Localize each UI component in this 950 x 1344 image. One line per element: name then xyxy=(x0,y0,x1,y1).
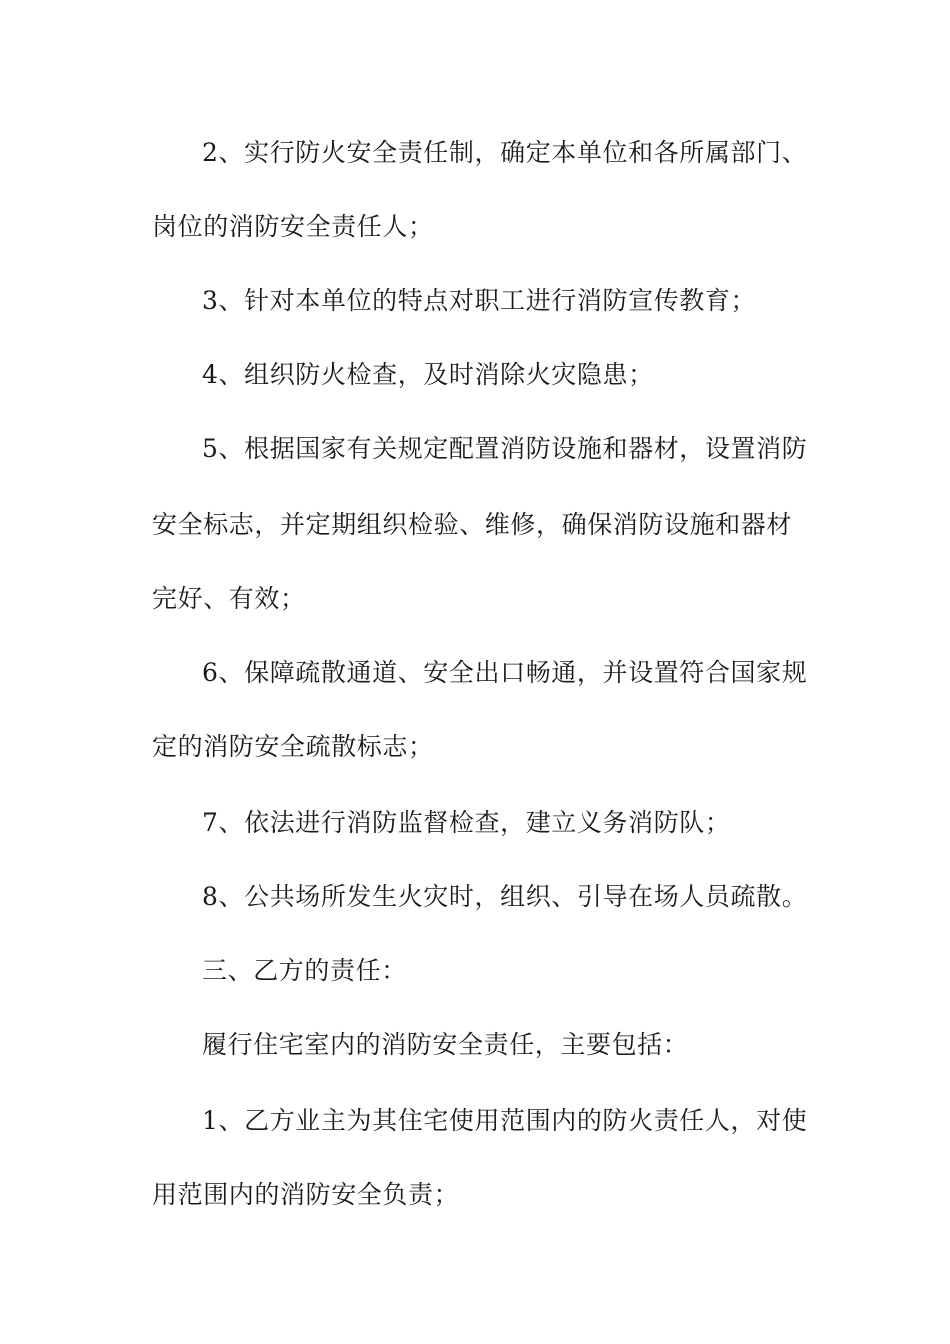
section-heading: 三、乙方的责任： xyxy=(202,956,407,985)
paragraph-line: 用范围内的消防安全负责； xyxy=(152,1180,460,1209)
paragraph-line: 3、针对本单位的特点对职工进行消防宣传教育； xyxy=(202,286,757,315)
paragraph-line: 8、公共场所发生火灾时，组织、引导在场人员疏散。 xyxy=(202,882,808,911)
paragraph-line: 7、依法进行消防监督检查，建立义务消防队； xyxy=(202,808,731,837)
paragraph-line: 定的消防安全疏散标志； xyxy=(152,732,434,761)
paragraph-line: 1、乙方业主为其住宅使用范围内的防火责任人，对使 xyxy=(202,1106,808,1135)
paragraph-line: 5、根据国家有关规定配置消防设施和器材，设置消防 xyxy=(202,434,808,463)
paragraph-line: 6、保障疏散通道、安全出口畅通，并设置符合国家规 xyxy=(202,658,808,687)
paragraph-line: 完好、有效； xyxy=(152,584,306,613)
paragraph-line: 4、组织防火检查，及时消除火灾隐患； xyxy=(202,360,654,389)
paragraph-line: 安全标志，并定期组织检验、维修，确保消防设施和器材 xyxy=(152,510,793,539)
paragraph-line: 岗位的消防安全责任人； xyxy=(152,212,434,241)
paragraph-line: 履行住宅室内的消防安全责任，主要包括： xyxy=(202,1030,689,1059)
paragraph-line: 2、实行防火安全责任制，确定本单位和各所属部门、 xyxy=(202,138,808,167)
